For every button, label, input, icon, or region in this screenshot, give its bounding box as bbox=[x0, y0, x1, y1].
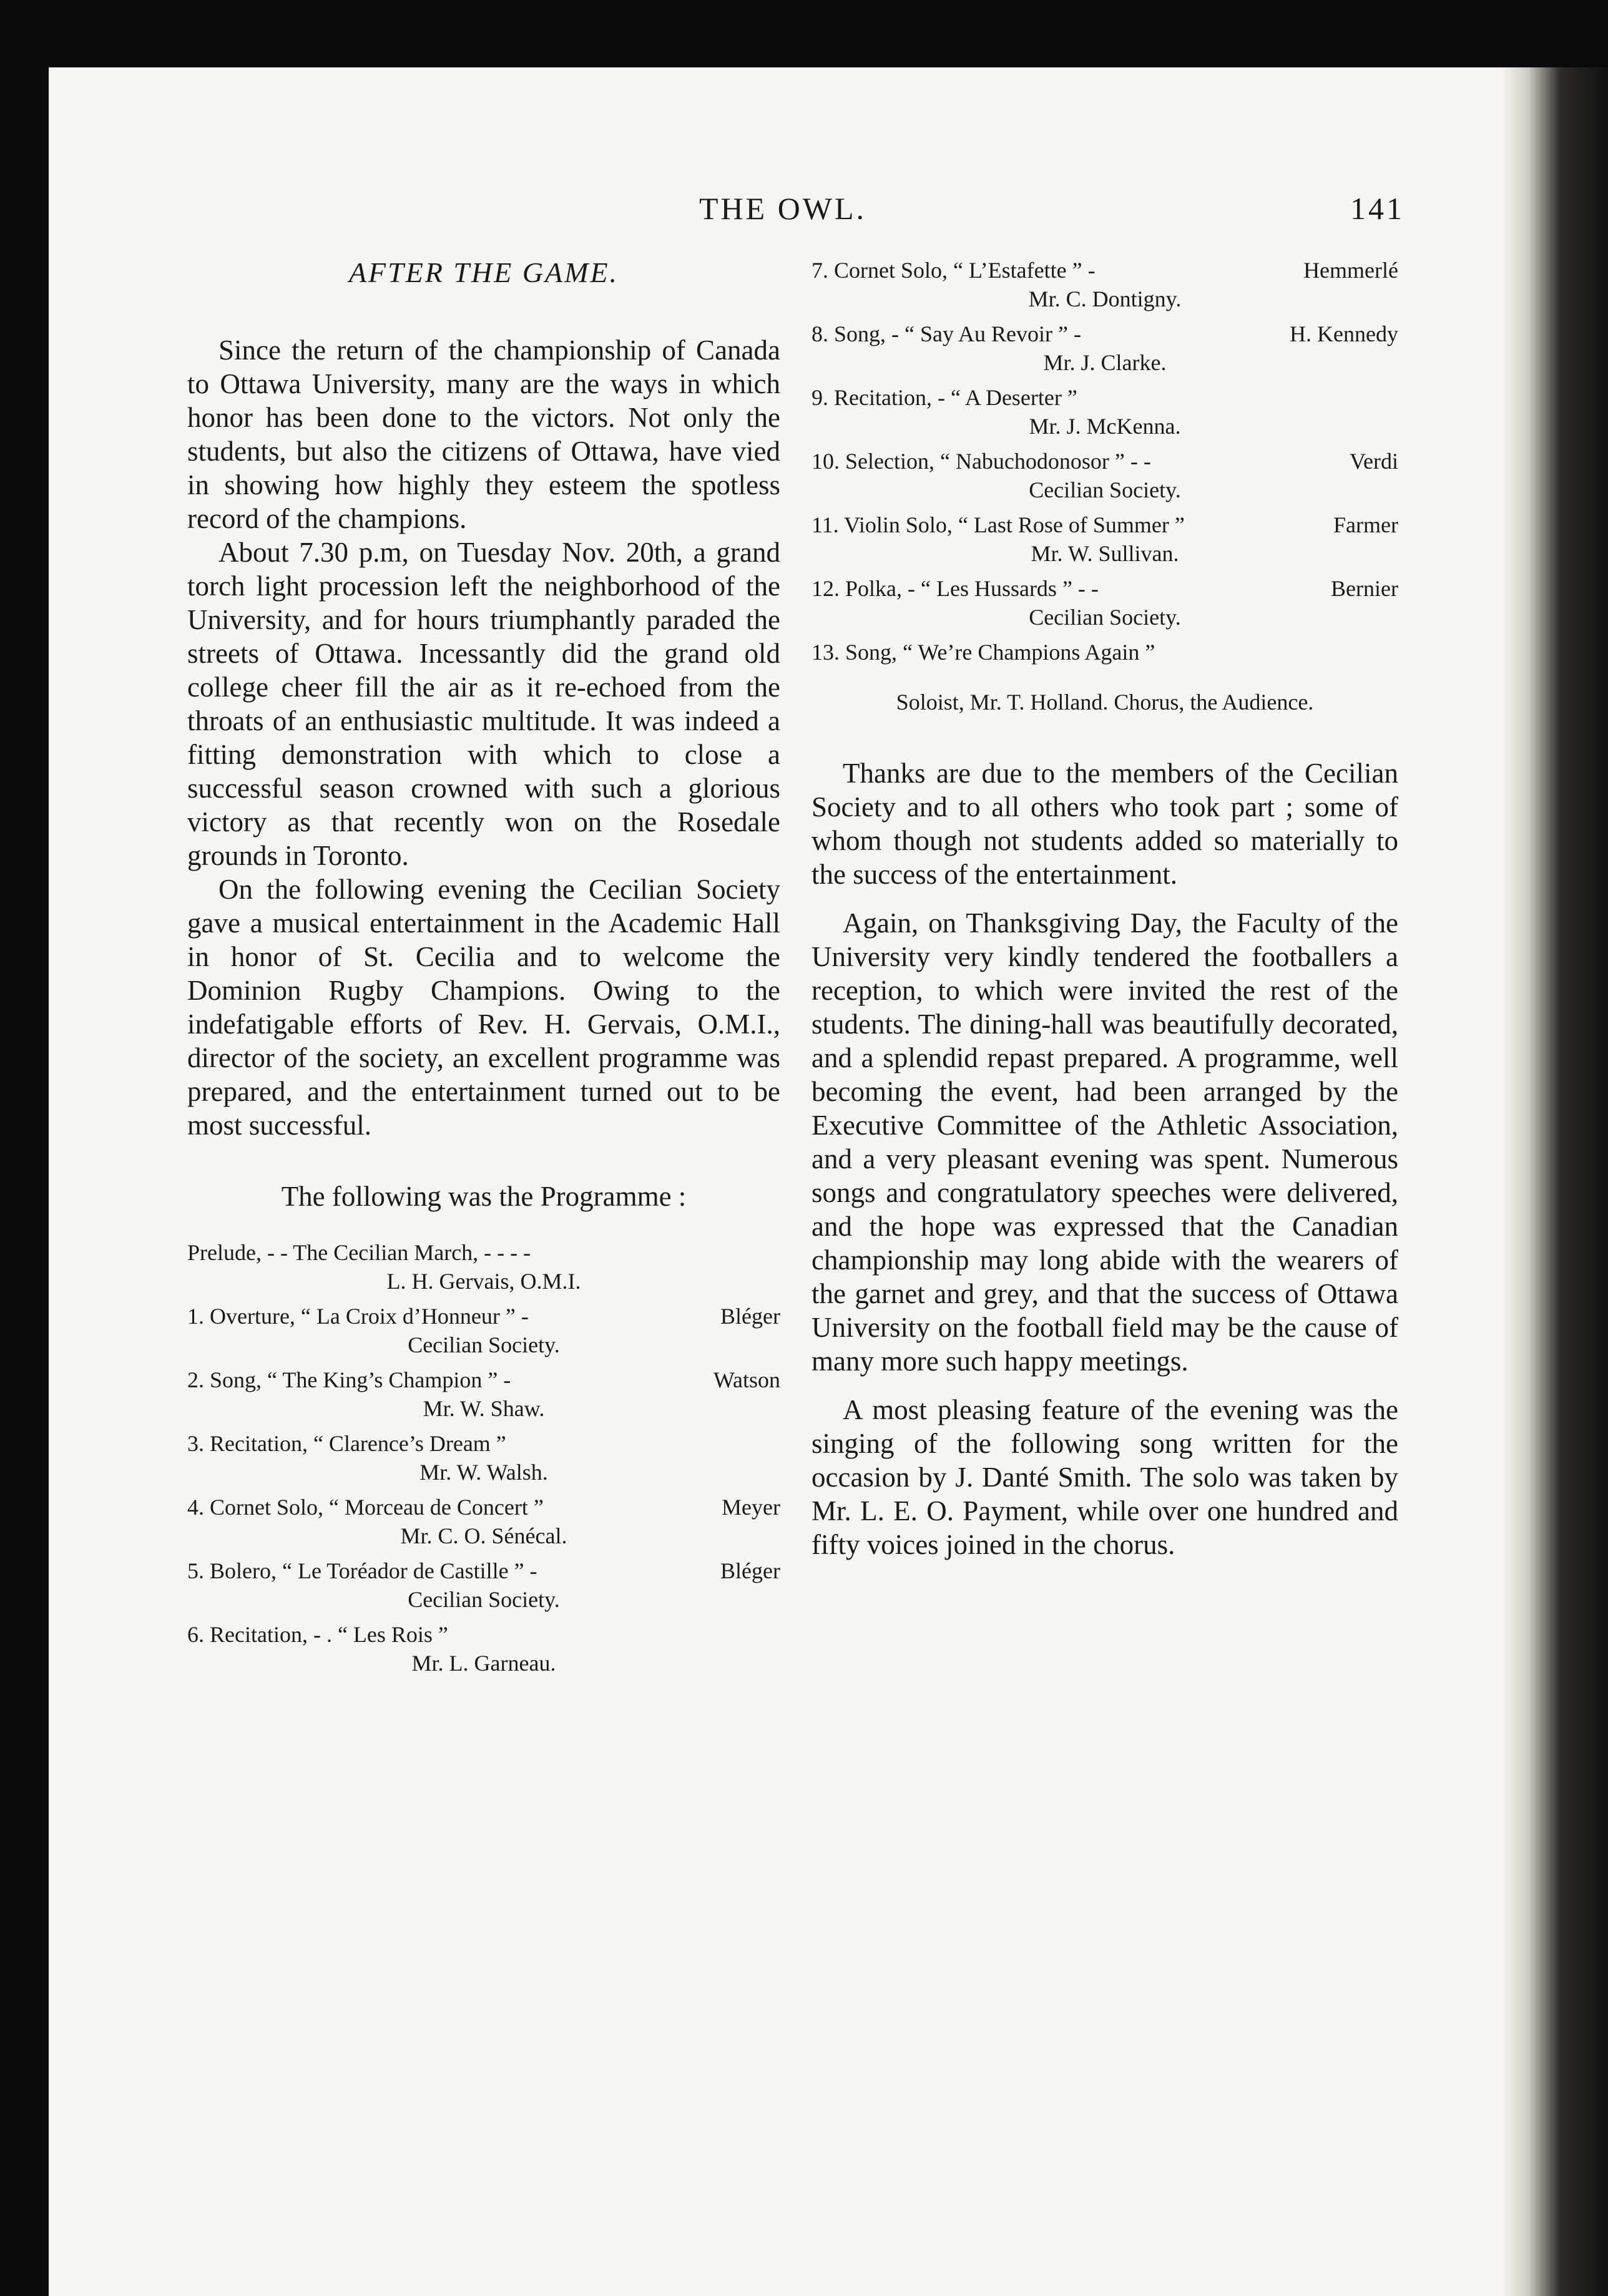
paragraph: On the following evening the Cecilian Society gave a musical entertainment in the Academic Hall in honor of St. Cecilia and to welcome the Dominion Rugby Champions. Owing to the indefatigable efforts of Rev. H. Gervais, O.M.I., director of the society, an excellent programme was prepared, and the entertainment turned out to be most successful. bbox=[187, 874, 780, 1141]
programme-composer: Bernier bbox=[1331, 576, 1398, 601]
programme-composer: H. Kennedy bbox=[1290, 321, 1398, 346]
programme-performer: Cecilian Society. bbox=[408, 1332, 560, 1357]
soloist-line: Soloist, Mr. T. Holland. Chorus, the Audience. bbox=[896, 690, 1314, 715]
page-number: 141 bbox=[1350, 191, 1405, 226]
programme-performer: Mr. L. Garneau. bbox=[411, 1651, 556, 1676]
programme-item bbox=[811, 574, 1398, 632]
programme-item bbox=[187, 1238, 780, 1296]
programme-composer: Meyer bbox=[722, 1495, 780, 1520]
programme-item bbox=[811, 510, 1398, 568]
programme-item bbox=[187, 1429, 780, 1487]
programme-piece: 12. Polka, - “ Les Hussards ” - - bbox=[811, 576, 1099, 601]
programme-composer: Farmer bbox=[1333, 512, 1398, 537]
left-column bbox=[187, 256, 780, 1684]
programme-performer: Cecilian Society. bbox=[408, 1587, 560, 1612]
programme-composer: Watson bbox=[713, 1367, 780, 1392]
programme-composer: Verdi bbox=[1350, 449, 1398, 474]
programme-piece: 10. Selection, “ Nabuchodonosor ” - - bbox=[811, 449, 1151, 474]
programme-item bbox=[187, 1365, 780, 1423]
running-head bbox=[699, 190, 1405, 234]
programme-piece: Prelude, - - The Cecilian March, - - - - bbox=[187, 1240, 531, 1265]
programme-performer: Mr. W. Shaw. bbox=[423, 1396, 545, 1421]
programme-performer: L. H. Gervais, O.M.I. bbox=[386, 1269, 581, 1294]
scan-page-edge-right bbox=[1502, 67, 1608, 2296]
right-column bbox=[811, 256, 1398, 1561]
programme-performer: Mr. J. Clarke. bbox=[1043, 350, 1167, 375]
paragraph: Again, on Thanksgiving Day, the Faculty of the University very kindly tendered the footballers a reception, to which were invited the rest of the students. The dining-hall was beautifully decorated, and a splendid repast prepared. A programme, well becoming the event, had been arranged by the Executive Committee of the Athletic Association, and a very pleasant evening was spent. Numerous songs and congratulatory speeches were delivered, and the hope was expressed that the Canadian championship may long abide with the wearers of the garnet and grey, and that the success of Ottawa University on the football field may be the cause of many more such happy meetings. bbox=[811, 907, 1398, 1377]
programme-piece: 13. Song, “ We’re Champions Again ” bbox=[811, 640, 1155, 665]
programme-intro: The following was the Programme : bbox=[281, 1181, 687, 1212]
scan-border-left bbox=[0, 0, 49, 2296]
programme-item bbox=[811, 638, 1398, 667]
programme-piece: 4. Cornet Solo, “ Morceau de Concert ” bbox=[187, 1495, 544, 1520]
programme-piece: 6. Recitation, - . “ Les Rois ” bbox=[187, 1622, 448, 1647]
programme-piece: 9. Recitation, - “ A Deserter ” bbox=[811, 385, 1077, 410]
programme-composer: Bléger bbox=[720, 1304, 780, 1329]
programme-composer: Hemmerlé bbox=[1303, 258, 1398, 283]
paragraph: A most pleasing feature of the evening was the singing of the following song written for the occasion by J. Danté Smith. The solo was taken by Mr. L. E. O. Payment, while over one hundred and fifty voices joined in the chorus. bbox=[811, 1394, 1398, 1560]
programme-piece: 5. Bolero, “ Le Toréador de Castille ” - bbox=[187, 1558, 537, 1583]
paragraph: Thanks are due to the members of the Cecilian Society and to all others who took part ; some of whom though not students added so materially to the success of the entertainment. bbox=[811, 758, 1398, 890]
programme-list bbox=[187, 1238, 780, 1678]
programme-performer: Mr. W. Sullivan. bbox=[1031, 541, 1179, 566]
programme-piece: 2. Song, “ The King’s Champion ” - bbox=[187, 1367, 511, 1392]
programme-performer: Mr. C. Dontigny. bbox=[1028, 286, 1182, 311]
paragraph: Since the return of the championship of Canada to Ottawa University, many are the ways in which honor has been done to the victors. Not only the students, but also the citizens of Ottawa, have vied in showing how highly they esteem the spotless record of the champions. bbox=[187, 335, 780, 534]
programme-composer: Bléger bbox=[720, 1558, 780, 1583]
scan-border-top bbox=[0, 0, 1608, 67]
programme-piece: 3. Recitation, “ Clarence’s Dream ” bbox=[187, 1431, 506, 1456]
journal-title: THE OWL. bbox=[699, 191, 867, 226]
programme-item bbox=[187, 1302, 780, 1359]
programme-piece: 11. Violin Solo, “ Last Rose of Summer ” bbox=[811, 512, 1185, 537]
programme-item bbox=[811, 447, 1398, 504]
article-heading: AFTER THE GAME. bbox=[348, 256, 619, 288]
programme-item bbox=[811, 320, 1398, 377]
programme-performer: Mr. C. O. Sénécal. bbox=[400, 1523, 567, 1548]
programme-item bbox=[187, 1493, 780, 1550]
programme-piece: 8. Song, - “ Say Au Revoir ” - bbox=[811, 321, 1081, 346]
programme-piece: 7. Cornet Solo, “ L’Estafette ” - bbox=[811, 258, 1096, 283]
programme-piece: 1. Overture, “ La Croix d’Honneur ” - bbox=[187, 1304, 529, 1329]
programme-list-continued bbox=[811, 256, 1398, 667]
programme-item bbox=[811, 256, 1398, 313]
programme-performer: Cecilian Society. bbox=[1029, 605, 1181, 630]
programme-performer: Mr. W. Walsh. bbox=[419, 1460, 548, 1485]
paragraph: About 7.30 p.m, on Tuesday Nov. 20th, a grand torch light procession left the neighborhood of the University, and for hours triumphantly paraded the streets of Ottawa. Incessantly did the grand old college cheer fill the air as it re-echoed from the throats of an enthusiastic multitude. It was indeed a fitting demonstration with which to close a successful season crowned with such a glorious victory as that recently won on the Rosedale grounds in Toronto. bbox=[187, 537, 780, 871]
programme-item bbox=[187, 1556, 780, 1614]
programme-item bbox=[187, 1620, 780, 1678]
programme-performer: Cecilian Society. bbox=[1029, 477, 1181, 502]
programme-performer: Mr. J. McKenna. bbox=[1029, 414, 1181, 439]
programme-item bbox=[811, 383, 1398, 441]
